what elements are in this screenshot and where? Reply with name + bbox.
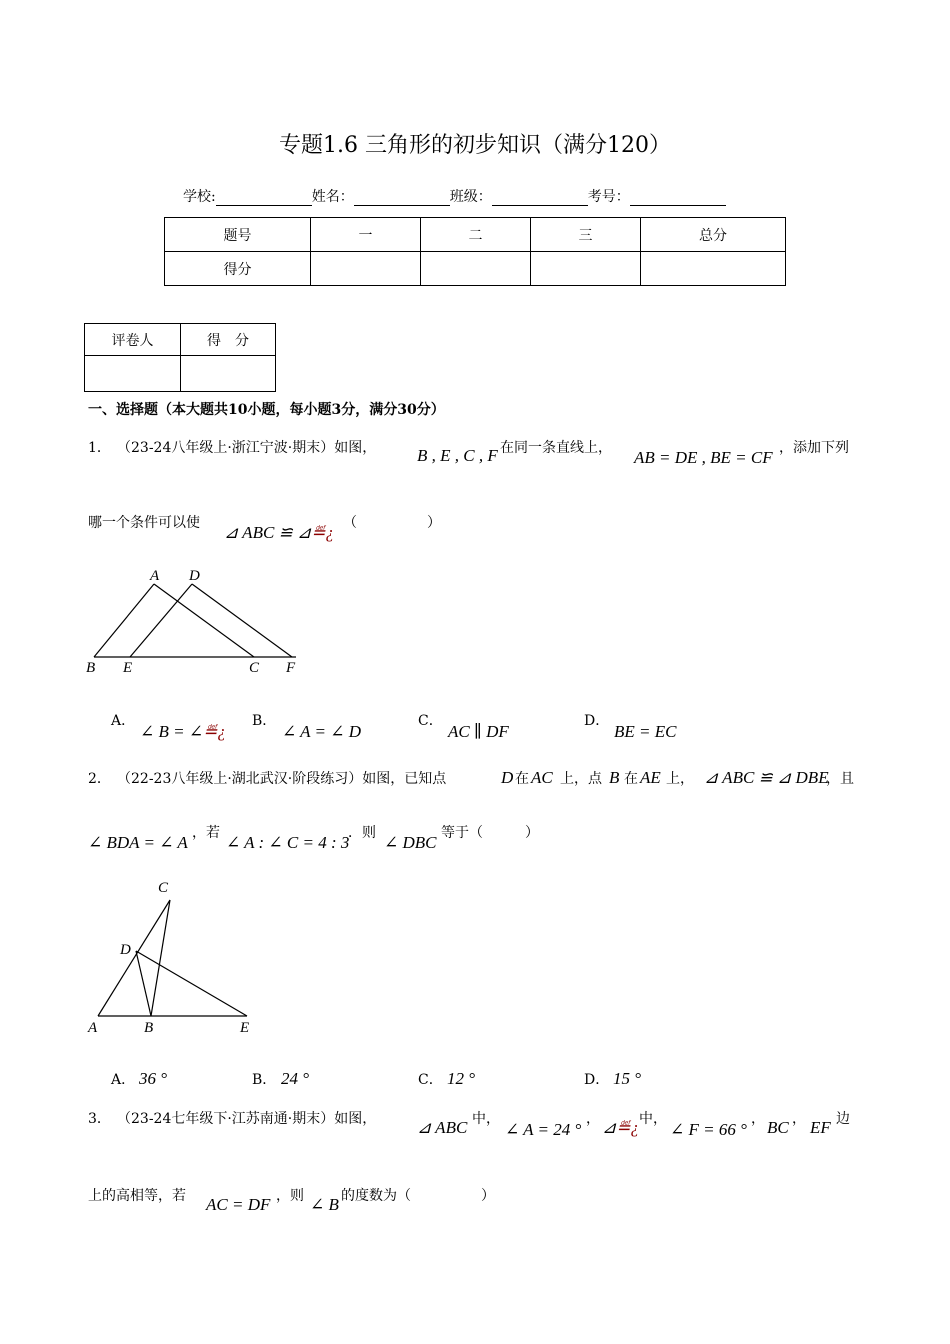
q3-math-angle-a: ∠ A = 24 ° (505, 1120, 582, 1139)
score-table (164, 217, 786, 286)
q1-label-d: D (189, 568, 200, 584)
q1-label-a: A (150, 568, 160, 584)
name-blank[interactable] (354, 191, 450, 206)
q3-math-angle-f: ∠ F = 66 ° (670, 1120, 747, 1139)
reviewer-cell[interactable] (85, 356, 181, 392)
q2-math-ae: AE (640, 768, 661, 787)
q1-label-e: E (123, 660, 133, 676)
page-title: 专题1.6 三角形的初步知识（满分120） (279, 133, 671, 158)
number-blank[interactable] (630, 191, 726, 206)
q2-text-point: 上，点 (560, 771, 602, 787)
q3-text-comma: ， (586, 1111, 600, 1127)
q2-math-angle-eq: ∠ BDA = ∠ A (88, 833, 188, 852)
q3-line2-a: 上的高相等，若 (88, 1188, 186, 1204)
reviewer-score-label: 得 分 (181, 324, 276, 356)
q2-label-b: B (144, 1020, 154, 1036)
q3-text-comma2: ， (751, 1111, 765, 1127)
school-blank[interactable] (216, 191, 312, 206)
q2-option-b[interactable]: 24 ° (281, 1069, 310, 1088)
q1-option-b-letter[interactable]: B． (252, 713, 277, 729)
q2-text-then: ．则 (348, 825, 376, 841)
q2-math-b: B (609, 768, 620, 787)
score-header-cell: 一 (311, 218, 421, 252)
q2-label-a: A (88, 1020, 98, 1036)
q1-segment-ab (94, 584, 154, 657)
score-header-cell: 题号 (165, 218, 311, 252)
name-label: 姓名： (311, 189, 354, 205)
q3-math-abc: ⊿ ABC (417, 1118, 468, 1137)
q1-segment-df (192, 584, 292, 657)
class-label: 班级： (449, 189, 492, 205)
q2-number: 2． (88, 771, 111, 787)
q1-figure (82, 562, 322, 676)
score-row-label: 得分 (165, 252, 311, 286)
q2-label-e: E (240, 1020, 250, 1036)
q1-option-a[interactable]: ∠ B = ∠≝¿ (140, 722, 226, 741)
q3-text-side: 边 (836, 1111, 850, 1127)
q2-source: （22-23八年级上·湖北武汉·阶段练习）如图，已知点 (117, 771, 447, 787)
q2-math-ratio: ∠ A : ∠ C = 4 : 3 (226, 833, 350, 852)
q2-option-d-letter[interactable]: D． (584, 1072, 610, 1088)
q1-label-c: C (249, 660, 260, 676)
q2-text-on3: 上， (666, 771, 694, 787)
q2-text-if: ，若 (192, 825, 220, 841)
q1-option-d-letter[interactable]: D． (584, 713, 610, 729)
q2-math-dbc: ∠ DBC (384, 833, 437, 852)
q3-math-ac-df: AC = DF (206, 1195, 271, 1214)
q1-label-f: F (286, 660, 296, 676)
q1-text: 在同一条直线上， (500, 440, 612, 456)
q2-option-c-letter[interactable]: C． (418, 1072, 443, 1088)
q1-number: 1． (88, 440, 111, 456)
q1-garbled-glyph: ≝¿ (311, 523, 335, 542)
q3-line2-c: 的度数为（ ） (341, 1188, 495, 1204)
q3-garbled-glyph: ≝¿ (616, 1118, 639, 1137)
q1-option-b[interactable]: ∠ A = ∠ D (282, 722, 362, 741)
q2-math-d: D (501, 768, 514, 787)
q3-text-comma3: ， (792, 1111, 806, 1127)
q1-label-b: B (86, 660, 96, 676)
q3-number: 3． (88, 1111, 111, 1127)
q1-math-equal: AB = DE , BE = CF (634, 448, 773, 467)
q2-segment-cb (151, 900, 170, 1016)
section-heading: 一、选择题（本大题共10小题，每小题3分，满分30分） (88, 402, 445, 418)
number-label: 考号： (587, 189, 630, 205)
q2-label-c: C (158, 880, 169, 896)
q2-label-d: D (120, 942, 131, 958)
score-cell[interactable] (641, 252, 786, 286)
q2-math-congruent: ⊿ ABC ≌ ⊿ DBE (704, 768, 829, 787)
q2-figure (82, 876, 262, 1038)
school-label: 学校: (183, 189, 216, 205)
reviewer-score-cell[interactable] (181, 356, 276, 392)
q3-text-in: 中， (472, 1111, 500, 1127)
q1-segment-ac (154, 584, 254, 657)
q2-option-d[interactable]: 15 ° (613, 1069, 642, 1088)
q1-option-d[interactable]: BE = EC (614, 722, 677, 741)
q3-text-in2: 中， (639, 1111, 667, 1127)
score-cell[interactable] (421, 252, 531, 286)
q1-math-points: B , E , C , F (417, 446, 498, 465)
q2-math-ac: AC (531, 768, 553, 787)
class-blank[interactable] (492, 191, 588, 206)
q3-source: （23-24七年级下·江苏南通·期末）如图， (117, 1111, 377, 1127)
score-header-cell: 二 (421, 218, 531, 252)
q1-option-c-letter[interactable]: C． (418, 713, 443, 729)
score-header-cell: 总分 (641, 218, 786, 252)
score-cell[interactable] (531, 252, 641, 286)
q2-segment-db (136, 951, 151, 1016)
q2-answer-paren: 等于（ ） (441, 825, 539, 841)
q2-option-c[interactable]: 12 ° (447, 1069, 476, 1088)
q3-math-ef: EF (810, 1118, 831, 1137)
q3-math-bc: BC (767, 1118, 789, 1137)
q1-text-end: ，添加下列 (779, 440, 849, 456)
q3-math-angle-b: ∠ B (310, 1195, 339, 1214)
q2-option-a-letter[interactable]: A． (111, 1072, 136, 1088)
score-header-cell: 三 (531, 218, 641, 252)
q3-line2-b: ，则 (276, 1188, 304, 1204)
q2-option-a[interactable]: 36 ° (139, 1069, 168, 1088)
reviewer-table (84, 323, 276, 392)
q1-answer-paren: （ ） (343, 515, 441, 531)
q1-source: （23-24八年级上·浙江宁波·期末）如图， (117, 440, 377, 456)
q2-option-b-letter[interactable]: B． (252, 1072, 277, 1088)
q1-math-congruent: ⊿ ABC ≌ ⊿≝¿ (224, 523, 335, 542)
score-cell[interactable] (311, 252, 421, 286)
q1-option-c[interactable]: AC ∥ DF (448, 722, 509, 741)
reviewer-label: 评卷人 (85, 324, 181, 356)
q1-option-a-letter[interactable]: A． (111, 713, 136, 729)
q2-text-on2: 在 (624, 771, 638, 787)
q2-text-and: ，且 (826, 771, 854, 787)
student-info-line (183, 186, 726, 206)
q1-segment-ed (130, 584, 192, 657)
q2-segment-ac (98, 900, 170, 1016)
q1-line2: 哪一个条件可以使 (88, 515, 200, 531)
q3-math-triangle: ⊿≝¿ (602, 1118, 639, 1137)
q1-option-a-garbled: ≝¿ (203, 722, 226, 741)
q2-text-on: 在 (515, 771, 529, 787)
